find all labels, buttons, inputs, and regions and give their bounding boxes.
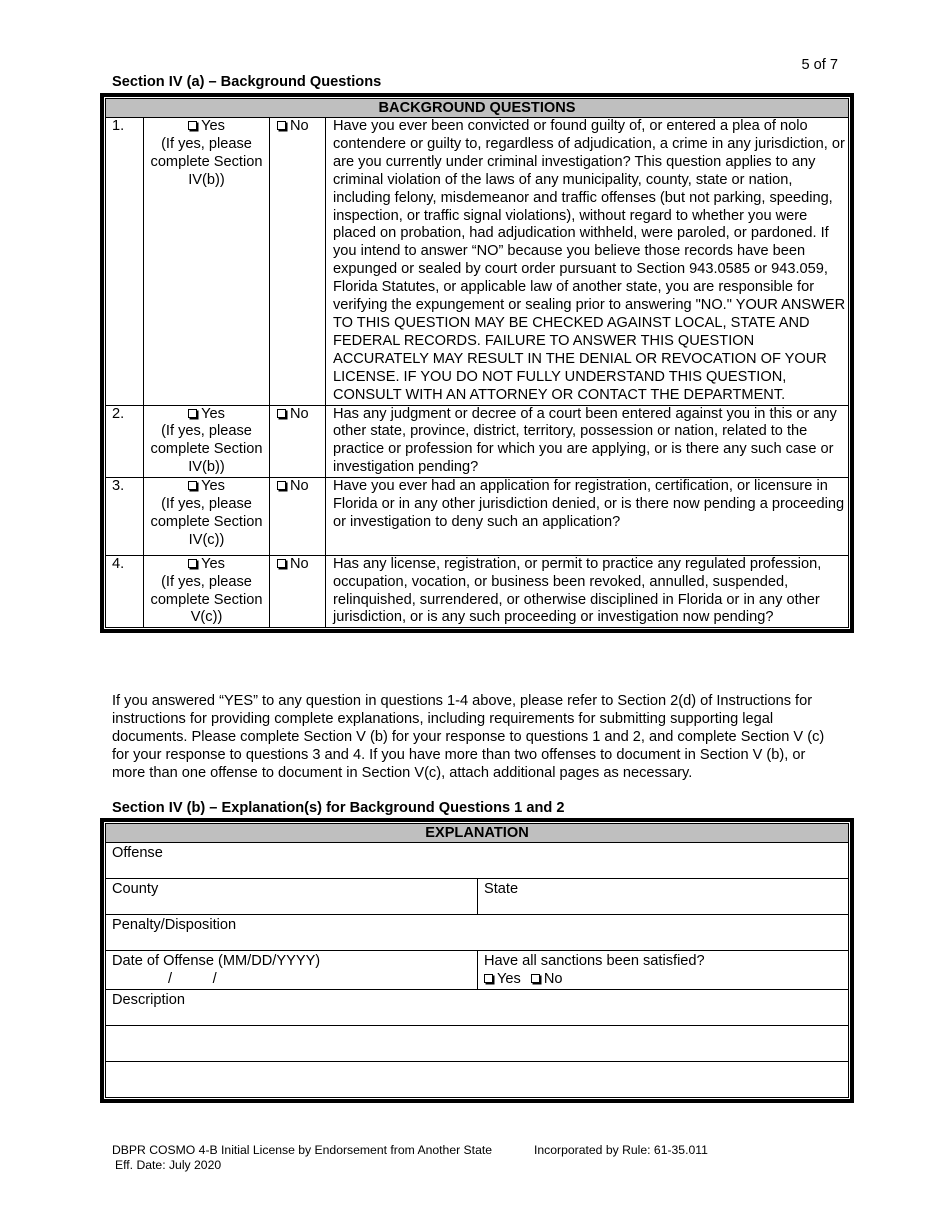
sanctions-field xyxy=(478,951,849,990)
county-field[interactable] xyxy=(106,879,478,915)
yes-note: (If yes, please complete Section IV(b)) xyxy=(150,423,263,476)
sanctions-label: Have all sanctions been satisfied? xyxy=(484,953,705,969)
offense-label: Offense xyxy=(112,845,163,861)
instructions-paragraph: If you answered “YES” to any question in questions 1-4 above, please refer to Section 2(d) of Instructions for instructions for providing complete explanations, including requirements for submitting supporting legal documents. Please complete Section V (b) for your response to questions 1 and 2, and complete Section V (c) for your response to questions 3 and 4. If you have more than two offenses to document in Section V (b), or more than one offense to document in Section V(c), attach additional pages as necessary. xyxy=(112,693,825,781)
section-iv-b-heading: Section IV (b) – Explanation(s) for Background Questions 1 and 2 xyxy=(112,800,565,816)
question-number: 4. xyxy=(106,555,144,628)
page-number: 5 of 7 xyxy=(801,57,838,73)
description-line[interactable] xyxy=(106,1025,849,1061)
state-field[interactable] xyxy=(478,879,849,915)
no-checkbox-3[interactable] xyxy=(277,481,286,490)
effective-date: Eff. Date: July 2020 xyxy=(115,1158,222,1172)
no-label: No xyxy=(290,555,309,572)
yes-note: (If yes, please complete Section V(c)) xyxy=(150,573,263,626)
no-label: No xyxy=(290,478,309,495)
sanctions-no-label: No xyxy=(543,970,563,987)
question-text: Have you ever been convicted or found guilty of, or entered a plea of nolo contendere or guilty to, regardless of adjudication, a crime in any jurisdiction, or are you currently under criminal investigation? This question applies to any criminal violation of the laws of any municipality, county, state or nation, including felony, misdemeanor and traffic offenses (but not parking, speeding, inspection, or traffic signal violations), without regard to whether you were placed on probation, had adjudication withheld, were paroled, or pardoned. If you intend to answer “NO” because you believe those records have been expunged or sealed by court order pursuant to Section 943.0585 or 943.059, Florida Statutes, or applicable law of another state, you are responsible for verifying the expungement or sealing prior to answering "NO." YOUR ANSWER TO THIS QUESTION MAY BE CHECKED AGAINST LOCAL, STATE AND FEDERAL RECORDS. FAILURE TO ANSWER THIS QUESTION ACCURATELY MAY RESULT IN THE DENIAL OR REVOCATION OF YOUR LICENSE. IF YOU DO NOT FULLY UNDERSTAND THIS QUESTION, CONSULT WITH AN ATTORNEY OR CONTACT THE DEPARTMENT. xyxy=(326,118,849,406)
yes-option xyxy=(144,118,270,406)
sanctions-yes-label: Yes xyxy=(497,970,521,987)
date-of-offense-field[interactable] xyxy=(106,951,478,990)
no-option xyxy=(270,118,326,406)
yes-option xyxy=(144,405,270,478)
question-number: 3. xyxy=(106,478,144,556)
date-slashes: / / xyxy=(168,970,217,987)
question-text: Has any license, registration, or permit to practice any regulated profession, occupation, vocation, or business been revoked, annulled, suspended, relinquished, surrendered, or otherwise disciplined in Florida or in any other jurisdiction, or is any such proceeding or investigation now pending? xyxy=(326,555,849,628)
offense-field[interactable] xyxy=(106,843,849,879)
yes-label: Yes xyxy=(201,118,225,134)
description-field[interactable] xyxy=(106,989,849,1025)
penalty-label: Penalty/Disposition xyxy=(112,917,237,933)
rule-reference: Incorporated by Rule: 61-35.011 xyxy=(534,1143,708,1157)
sanctions-yes-checkbox[interactable] xyxy=(484,974,493,983)
no-option xyxy=(270,555,326,628)
description-label: Description xyxy=(112,991,185,1008)
background-questions-header: BACKGROUND QUESTIONS xyxy=(106,99,849,118)
background-questions-table xyxy=(100,93,854,633)
question-row-1 xyxy=(106,118,849,406)
yes-option xyxy=(144,555,270,628)
yes-option xyxy=(144,478,270,556)
no-checkbox-2[interactable] xyxy=(277,409,286,418)
no-checkbox-4[interactable] xyxy=(277,559,286,568)
footer xyxy=(112,1143,708,1173)
no-label: No xyxy=(290,118,309,134)
no-label: No xyxy=(290,405,309,422)
sanctions-no-checkbox[interactable] xyxy=(531,974,540,983)
question-number: 2. xyxy=(106,405,144,478)
date-label: Date of Offense (MM/DD/YYYY) xyxy=(112,953,321,969)
question-row-3 xyxy=(106,478,849,556)
explanation-header: EXPLANATION xyxy=(106,824,849,843)
no-option xyxy=(270,478,326,556)
question-text: Has any judgment or decree of a court been entered against you in this or any other state, province, district, territory, possession or nation, related to the practice or profession for which you are applying, or is there any such case or investigation pending? xyxy=(326,405,849,478)
no-option xyxy=(270,405,326,478)
state-label: State xyxy=(484,881,519,897)
yes-note: (If yes, please complete Section IV(b)) xyxy=(150,135,263,188)
section-iv-a-heading: Section IV (a) – Background Questions xyxy=(112,74,382,90)
form-name: DBPR COSMO 4-B Initial License by Endorsement from Another State xyxy=(112,1143,493,1157)
yes-label: Yes xyxy=(201,555,225,572)
penalty-disposition-field[interactable] xyxy=(106,915,849,951)
yes-label: Yes xyxy=(201,405,225,422)
explanation-table xyxy=(100,818,854,1103)
question-text: Have you ever had an application for registration, certification, or licensure in Florida or in any other jurisdiction denied, or is there now pending a proceeding or investigation to deny such an application? xyxy=(326,478,849,556)
yes-checkbox-3[interactable] xyxy=(188,481,197,490)
question-row-2 xyxy=(106,405,849,478)
yes-checkbox-4[interactable] xyxy=(188,559,197,568)
description-line[interactable] xyxy=(106,1061,849,1097)
yes-checkbox-1[interactable] xyxy=(188,121,197,130)
yes-label: Yes xyxy=(201,478,225,495)
question-row-4 xyxy=(106,555,849,628)
yes-note: (If yes, please complete Section IV(c)) xyxy=(150,496,263,548)
yes-checkbox-2[interactable] xyxy=(188,409,197,418)
county-label: County xyxy=(112,881,159,897)
question-number: 1. xyxy=(106,118,144,406)
no-checkbox-1[interactable] xyxy=(277,121,286,130)
